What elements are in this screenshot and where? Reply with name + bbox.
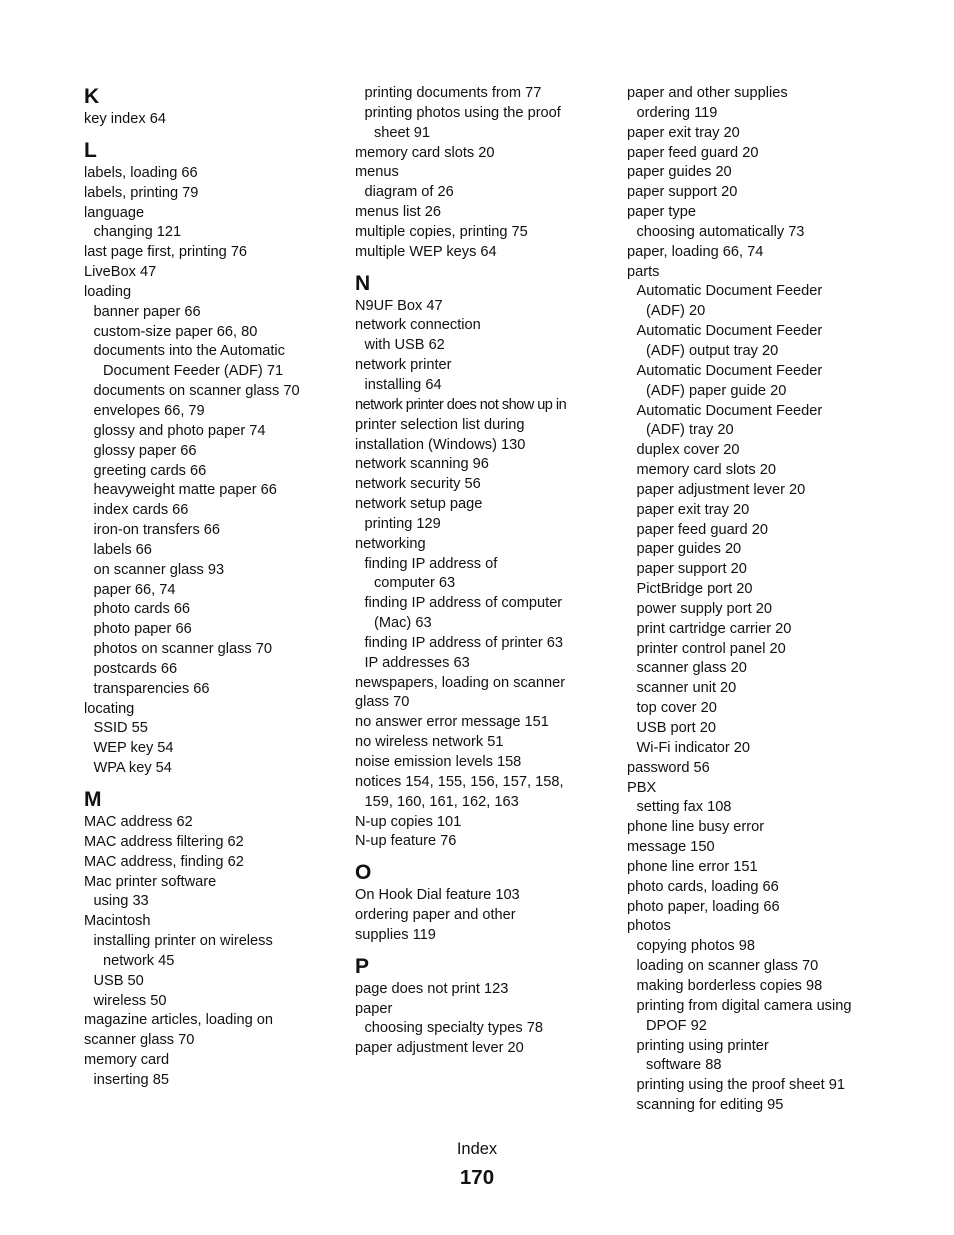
index-subentry: ordering 119 [636,104,718,121]
index-entry: paper exit tray 20 [627,124,740,141]
index-entry: newspapers, loading on scanner [355,674,566,691]
index-subentry: photos on scanner glass 70 [93,641,272,658]
index-section-continued [627,84,897,1116]
index-subentry: finding IP address of [364,555,498,572]
index-subentry: paper 66, 74 [93,581,176,598]
index-entry: network security 56 [355,476,481,493]
index-entry: paper feed guard 20 [627,144,759,161]
index-subentry: heavyweight matte paper 66 [93,482,277,499]
index-entry: ordering paper and other [355,907,516,924]
index-subentry: loading on scanner glass 70 [636,958,819,975]
index-subentry: Automatic Document Feeder [636,362,823,379]
index-subentry: printer control panel 20 [636,640,786,657]
index-entry: key index 64 [84,111,166,127]
index-subentry: custom-size paper 66, 80 [93,323,258,340]
index-entry: paper and other supplies [627,85,788,101]
index-subentry: wireless 50 [93,992,167,1009]
index-entry: phone line error 151 [627,858,758,875]
index-letter-heading: O [355,861,372,885]
index-subentry: iron-on transfers 66 [93,522,221,539]
index-subentry: 159, 160, 161, 162, 163 [364,793,519,810]
index-subentry: with USB 62 [364,337,445,354]
index-entry: On Hook Dial feature 103 [355,887,520,904]
index-subentry: printing documents from 77 [364,85,542,101]
index-subentry: printing photos using the proof [364,104,561,121]
index-entry: language [84,204,145,221]
index-subentry: photo paper 66 [93,621,192,638]
index-subentry: duplex cover 20 [636,442,740,459]
index-letter-heading: P [355,954,370,978]
index-subentry: software 88 [646,1057,722,1074]
index-entry: photos [627,918,671,935]
index-entry: magazine articles, loading on [84,1012,274,1029]
index-subentry: (ADF) 20 [646,303,706,320]
index-entry: printer selection list during [355,416,525,433]
index-subentry: (ADF) output tray 20 [646,342,779,359]
index-subentry: printing using printer [636,1037,769,1054]
index-entry: networking [355,535,426,552]
index-subentry: paper feed guard 20 [636,521,768,538]
index-entry: labels, loading 66 [84,164,198,181]
index-subentry: glossy and photo paper 74 [93,422,266,439]
index-subentry: finding IP address of printer 63 [364,634,563,651]
index-subentry: on scanner glass 93 [93,561,225,578]
index-section-k [84,84,334,130]
index-entry: menus list 26 [355,204,441,221]
index-entry: paper adjustment lever 20 [355,1040,524,1057]
index-subentry: scanner glass 20 [636,660,747,677]
index-subentry: sheet 91 [374,124,430,141]
index-subentry: WPA key 54 [93,760,172,777]
index-entry: photo cards, loading 66 [627,878,779,895]
index-subentry: computer 63 [374,575,456,592]
index-subentry: postcards 66 [93,660,178,677]
index-subentry: transparencies 66 [93,680,210,697]
index-entry: Mac printer software [84,873,217,890]
index-subentry: documents on scanner glass 70 [93,383,300,400]
index-subentry: setting fax 108 [636,799,732,816]
index-entry: multiple copies, printing 75 [355,223,528,240]
index-entry: MAC address 62 [84,814,193,830]
index-entry: memory card [84,1052,170,1069]
index-subentry: Automatic Document Feeder [636,402,823,419]
index-entry: scanner glass 70 [84,1032,195,1049]
index-entry: network scanning 96 [355,456,489,473]
index-entry: N9UF Box 47 [355,297,443,314]
index-subentry: finding IP address of computer [364,595,563,612]
index-subentry: Wi-Fi indicator 20 [636,739,751,756]
index-subentry: diagram of 26 [364,184,454,201]
index-subentry: Automatic Document Feeder [636,283,823,300]
index-subentry: USB 50 [93,972,144,989]
index-entry: paper type [627,204,696,221]
index-entry: MAC address, finding 62 [84,853,244,870]
index-column-3 [627,84,897,1116]
index-entry: network printer [355,357,452,374]
index-subentry: DPOF 92 [646,1017,707,1034]
index-entry: supplies 119 [355,926,436,943]
index-entry: multiple WEP keys 64 [355,243,497,260]
index-entry: paper [355,1000,393,1017]
index-entry: password 56 [627,759,710,776]
index-subentry: USB port 20 [636,720,716,736]
index-entry: no wireless network 51 [355,734,504,751]
index-subentry: Automatic Document Feeder [636,323,823,340]
index-subentry: printing 129 [364,515,441,532]
index-letter-heading: L [84,138,97,162]
index-entry: locating [84,700,135,717]
index-subentry: scanning for editing 95 [636,1097,784,1114]
index-subentry: (ADF) paper guide 20 [646,382,787,399]
index-subentry: choosing specialty types 78 [364,1020,543,1037]
index-subentry: documents into the Automatic [93,343,285,360]
index-entry: photo paper, loading 66 [627,898,780,915]
index-entry: N-up feature 76 [355,833,457,850]
index-entry: noise emission levels 158 [355,754,522,770]
index-entry: paper, loading 66, 74 [627,243,764,260]
index-subentry: paper guides 20 [636,541,742,558]
index-subentry: power supply port 20 [636,600,772,617]
index-section-m [84,787,334,1091]
index-subentry: envelopes 66, 79 [93,402,205,419]
index-subentry: print cartridge carrier 20 [636,620,792,637]
index-entry: menus [355,164,399,181]
index-entry: network printer does not show up in [355,396,567,413]
index-section-p [355,954,605,1059]
index-subentry: photo cards 66 [93,601,191,618]
index-subentry: SSID 55 [93,720,148,737]
index-entry: loading [84,283,132,300]
index-subentry: top cover 20 [636,700,717,717]
index-subentry: copying photos 98 [636,938,755,955]
index-subentry: making borderless copies 98 [636,977,823,994]
index-entry: paper guides 20 [627,164,732,181]
index-entry: Macintosh [84,913,151,930]
index-entry: message 150 [627,839,715,856]
index-subentry: changing 121 [93,224,182,241]
index-entry: glass 70 [355,694,410,711]
index-subentry: WEP key 54 [93,740,174,757]
index-subentry: memory card slots 20 [636,462,776,479]
index-section-n [355,271,605,853]
index-section-l [84,138,334,779]
index-entry: network connection [355,317,481,334]
index-subentry: paper exit tray 20 [636,501,750,518]
index-subentry: installing 64 [364,376,442,393]
index-entry: memory card slots 20 [355,144,495,161]
index-entry: parts [627,263,660,280]
index-subentry: labels 66 [93,541,152,558]
index-subentry: choosing automatically 73 [636,223,805,240]
index-section-continued [355,84,605,263]
index-subentry: printing from digital camera using [636,997,852,1014]
index-column-1 [84,84,334,1091]
page-number: 170 [459,1166,495,1189]
index-letter-heading: K [84,85,100,108]
index-subentry: (Mac) 63 [374,615,432,632]
index-subentry: Document Feeder (ADF) 71 [103,363,284,380]
footer-section-label: Index [456,1140,498,1158]
index-entry: MAC address filtering 62 [84,833,244,850]
index-subentry: scanner unit 20 [636,680,737,697]
index-entry: N-up copies 101 [355,813,462,830]
index-entry: last page first, printing 76 [84,244,248,261]
index-entry: page does not print 123 [355,980,509,997]
index-entry: notices 154, 155, 156, 157, 158, [355,773,564,790]
index-subentry: network 45 [103,952,175,969]
index-subentry: greeting cards 66 [93,462,207,479]
index-subentry: banner paper 66 [93,303,201,320]
index-letter-heading: N [355,271,371,295]
index-section-o [355,860,605,946]
index-column-2 [355,84,605,1059]
index-entry: LiveBox 47 [84,264,157,281]
index-letter-heading: M [84,788,102,811]
index-subentry: inserting 85 [93,1071,169,1088]
index-subentry: using 33 [93,893,149,910]
index-entry: phone line busy error [627,819,765,836]
index-subentry: paper support 20 [636,561,747,578]
index-subentry: (ADF) tray 20 [646,422,734,439]
index-subentry: installing printer on wireless [93,933,273,950]
index-entry: PBX [627,779,657,796]
index-subentry: glossy paper 66 [93,442,197,459]
index-entry: installation (Windows) 130 [355,436,526,453]
index-subentry: IP addresses 63 [364,654,470,671]
index-entry: no answer error message 151 [355,714,549,731]
index-subentry: printing using the proof sheet 91 [636,1077,846,1094]
index-entry: network setup page [355,496,483,513]
index-entry: labels, printing 79 [84,184,199,201]
index-subentry: PictBridge port 20 [636,581,753,598]
index-subentry: paper adjustment lever 20 [636,481,806,498]
index-subentry: index cards 66 [93,502,189,519]
index-entry: paper support 20 [627,184,738,201]
